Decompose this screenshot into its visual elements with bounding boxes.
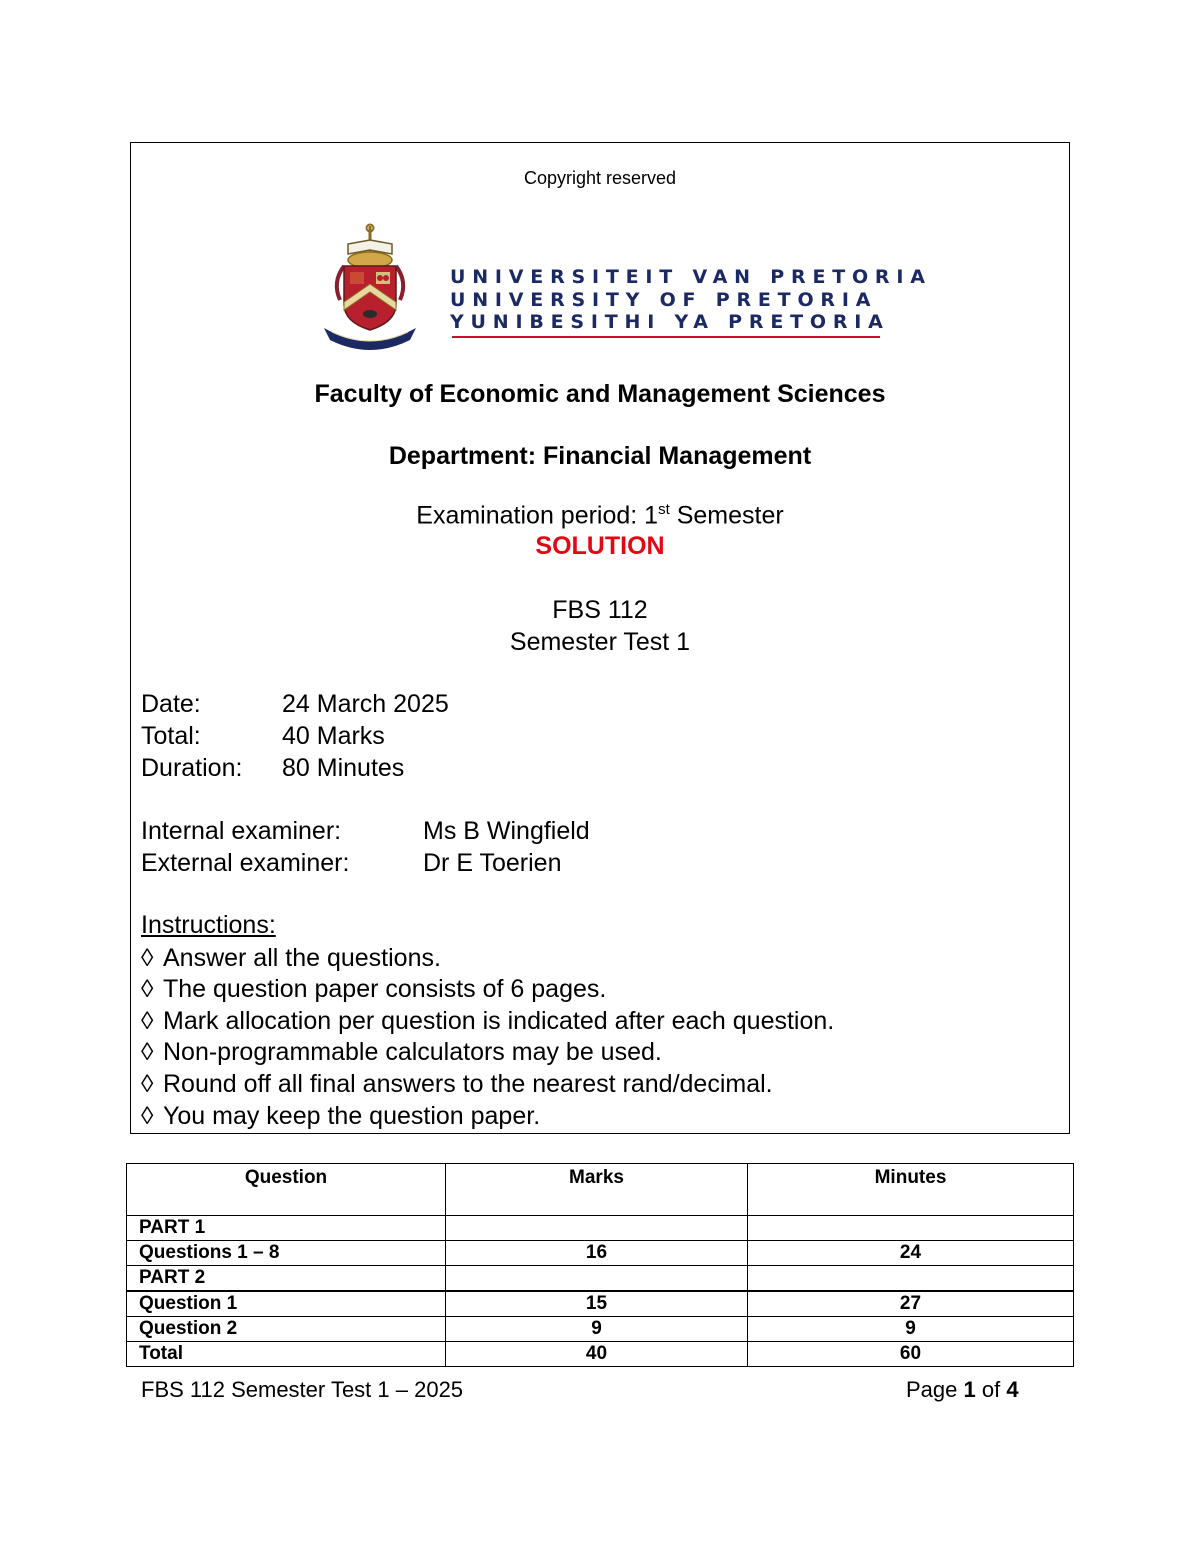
marks-allocation-table [126,1163,1074,1367]
minutes-cell: 9 [748,1317,1074,1342]
test-name: Semester Test 1 [509,628,691,656]
minutes-cell: 60 [748,1342,1074,1367]
university-crest-icon [318,222,422,352]
diamond-bullet-icon: ◊ [141,1007,154,1035]
minutes-cell [748,1216,1074,1241]
instruction-text: Round off all final answers to the nearest rand/decimal. [163,1070,773,1098]
logo-line-english: UNIVERSITY OF PRETORIA [450,288,878,311]
instruction-text: Answer all the questions. [163,944,441,972]
instruction-text: Mark allocation per question is indicated after each question. [163,1007,835,1035]
question-cell: PART 1 [127,1216,446,1241]
course-code: FBS 112 [552,596,648,624]
marks-cell [446,1266,748,1292]
internal-examiner-label: Internal examiner: [141,817,342,845]
instructions-heading: Instructions: [141,911,276,939]
question-cell: Questions 1 – 8 [127,1241,446,1266]
instruction-item [141,1007,834,1036]
table-row [127,1216,1074,1241]
diamond-bullet-icon: ◊ [141,1070,154,1098]
diamond-bullet-icon: ◊ [141,1102,154,1130]
page-total: 4 [1006,1377,1019,1402]
logo-line-sepedi: YUNIBESITHI YA PRETORIA [450,311,890,333]
diamond-bullet-icon: ◊ [141,944,154,972]
header-minutes: Minutes [748,1164,1074,1216]
minutes-cell [748,1266,1074,1292]
question-cell: Total [127,1342,446,1367]
table-row [127,1266,1074,1292]
question-cell: Question 2 [127,1317,446,1342]
marks-cell: 40 [446,1342,748,1367]
solution-label: SOLUTION [535,532,665,560]
total-value: 40 Marks [282,722,385,750]
marks-cell: 9 [446,1317,748,1342]
page-number [906,1377,1019,1403]
minutes-cell: 27 [748,1291,1074,1317]
diamond-bullet-icon: ◊ [141,975,154,1003]
exam-period [130,501,1070,530]
header-question: Question [127,1164,446,1216]
table-row [127,1241,1074,1266]
duration-label: Duration: [141,754,243,782]
instruction-item [141,1102,540,1131]
instruction-text: The question paper consists of 6 pages. [163,975,607,1003]
page-of: of [975,1377,1007,1402]
page-current: 1 [963,1377,976,1402]
instruction-item [141,1070,773,1099]
internal-examiner-value: Ms B Wingfield [423,817,590,845]
instruction-text: You may keep the question paper. [163,1102,541,1130]
duration-value: 80 Minutes [282,754,405,782]
footer-title: FBS 112 Semester Test 1 – 2025 [141,1377,464,1402]
table-header-row [127,1164,1074,1216]
exam-period-suffix: Semester [669,501,784,530]
instruction-item [141,1038,662,1067]
date-label: Date: [141,690,201,718]
external-examiner-label: External examiner: [141,849,350,877]
date-value: 24 March 2025 [282,690,449,718]
copyright-notice: Copyright reserved [523,168,677,188]
external-examiner-value: Dr E Toerien [423,849,562,877]
header-marks: Marks [446,1164,748,1216]
university-name-logo [450,266,932,334]
question-cell: Question 1 [127,1291,446,1317]
table-row [127,1342,1074,1367]
marks-cell: 16 [446,1241,748,1266]
total-label: Total: [141,722,201,750]
logo-underline [452,336,880,338]
marks-cell [446,1216,748,1241]
table-row [127,1291,1074,1317]
exam-period-prefix: Examination period: 1 [416,501,659,530]
instruction-text: Non-programmable calculators may be used. [163,1038,662,1066]
faculty-title: Faculty of Economic and Management Sciences [314,380,886,408]
instruction-item [141,975,606,1004]
table-row [127,1317,1074,1342]
instruction-item [141,944,441,973]
question-cell: PART 2 [127,1266,446,1292]
exam-period-ordinal: st [658,501,670,518]
diamond-bullet-icon: ◊ [141,1038,154,1066]
page-word: Page [906,1377,964,1402]
marks-cell: 15 [446,1291,748,1317]
minutes-cell: 24 [748,1241,1074,1266]
logo-line-afrikaans: UNIVERSITEIT VAN PRETORIA [450,266,932,288]
department-title: Department: Financial Management [388,442,812,470]
